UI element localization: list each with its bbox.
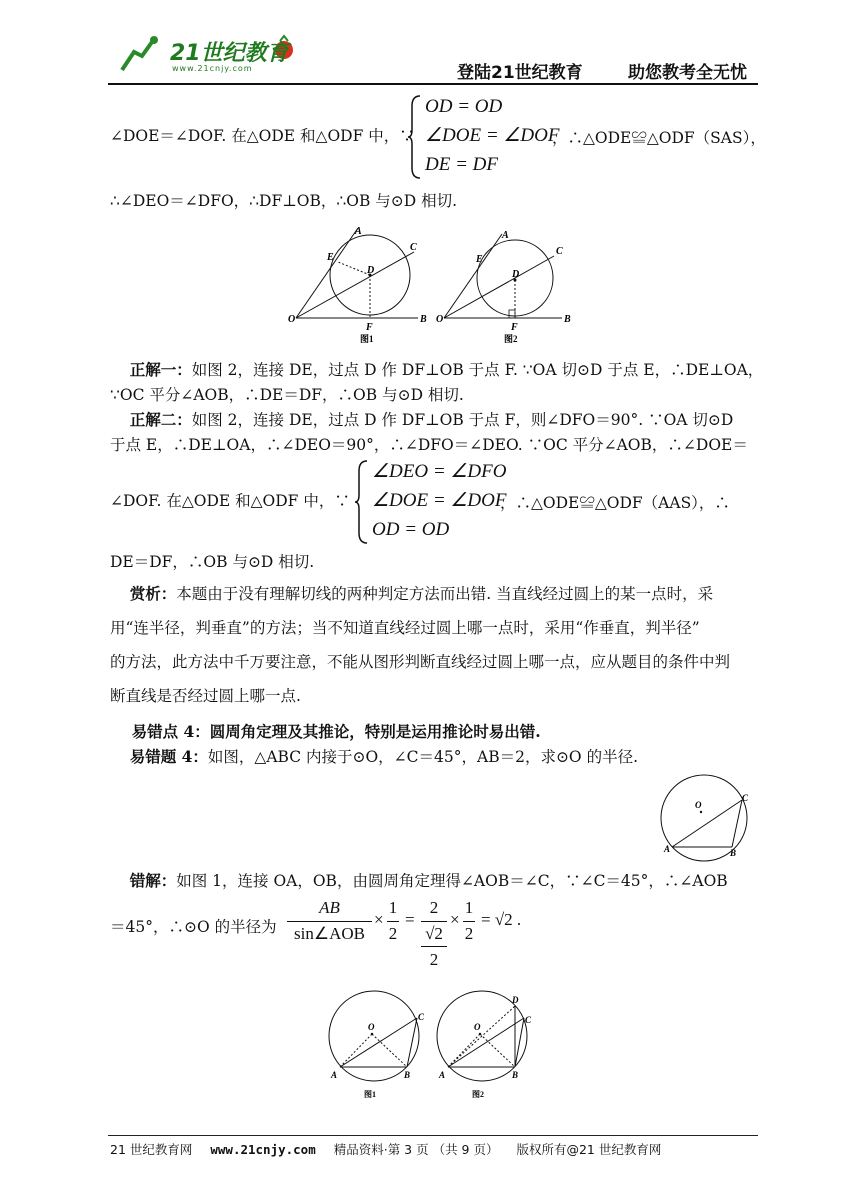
text-line: ∵OC 平分∠AOB，∴DE＝DF，∴OB 与⊙D 相切. — [110, 386, 464, 404]
label-E: E — [476, 254, 483, 265]
footer-page: 精品资料·第 3 页 （共 9 页） — [333, 1142, 499, 1157]
text-l1-pre: ∠DOE＝∠DOF. 在△ODE 和△ODF 中，∵ — [110, 127, 415, 145]
equation-row: ∠DOE = ∠DOF — [425, 125, 560, 146]
label-C: C — [556, 246, 563, 257]
figure-tangent — [280, 222, 580, 346]
wrong-text: 如图 1，连接 OA，OB，由圆周角定理得∠AOB＝∠C，∵∠C＝45°，∴∠AOB — [176, 872, 728, 890]
half-numerator: 1 — [464, 898, 474, 917]
label-C: C — [418, 1012, 425, 1022]
text-line — [110, 871, 760, 891]
wrong-label: 错解： — [129, 871, 177, 890]
frac1-denominator: sin∠AOB — [294, 924, 365, 943]
label-D: D — [367, 265, 375, 276]
figure-1 — [329, 991, 425, 1099]
header-title: 登陆21世纪教育 — [457, 63, 583, 83]
solution-2-text: 如图 2，连接 DE，过点 D 作 DF⊥OB 于点 F，则∠DFO＝90°. ∵OA 切⊙D — [191, 411, 734, 429]
label-F: F — [366, 322, 373, 333]
equation-row: DE = DF — [425, 154, 498, 175]
figure-wrong-solution — [322, 990, 542, 1102]
frac2-numerator: 2 — [429, 898, 439, 917]
label-A: A — [664, 844, 671, 854]
label-O: O — [695, 800, 702, 810]
label-D: D — [512, 269, 520, 280]
figure-1 — [288, 226, 427, 344]
equation-row: ∠DOE = ∠DOF — [372, 490, 507, 511]
label-A: A — [502, 230, 509, 241]
label-B: B — [512, 1070, 519, 1080]
text-line — [110, 410, 760, 430]
solution-2-label: 正解二： — [129, 410, 192, 429]
label-D: D — [512, 995, 519, 1005]
equation-row: OD = OD — [425, 96, 503, 117]
equation-row: ∠DEO = ∠DFO — [372, 461, 507, 482]
solution-1-label: 正解一： — [129, 360, 192, 379]
figure-question — [652, 772, 762, 868]
figure-1-caption: 图1 — [360, 334, 374, 344]
footer-rule — [108, 1135, 758, 1136]
label-O: O — [368, 1022, 375, 1032]
text-line: 用“连半径，判垂直”的方法；当不知道直线经过圆上哪一点时，采用“作垂直，判半径” — [110, 619, 700, 637]
label-A: A — [439, 1070, 446, 1080]
text-line: ＝45°，∴⊙O 的半径为 — [110, 918, 277, 936]
label-C: C — [742, 793, 749, 803]
logo-text: 21世纪教育 — [170, 41, 289, 66]
text-sol2-post: ，∴△ODE≌△ODF（AAS），∴ — [500, 494, 730, 512]
half-numerator: 1 — [388, 898, 398, 917]
logo-url: www.21cnjy.com — [172, 64, 253, 73]
text-line: 于点 E，∴DE⊥OA，∴∠DEO＝90°，∴∠DFO＝∠DEO. ∵OC 平分∠AOB，∴∠DOE＝ — [110, 436, 748, 454]
label-C: C — [410, 242, 417, 253]
label-B: B — [420, 314, 427, 325]
figure-2-caption: 图2 — [504, 334, 518, 344]
label-B: B — [730, 848, 737, 858]
text-line — [110, 584, 760, 604]
header-slogan: 助您教考全无忧 — [628, 63, 747, 83]
times-sign: × — [450, 910, 460, 929]
half-denominator: 2 — [464, 924, 474, 943]
text-line — [110, 747, 760, 767]
figure-2 — [437, 991, 532, 1099]
footer-copyright: 版权所有@21 世纪教育网 — [516, 1142, 662, 1157]
formula-result: = √2 . — [481, 910, 522, 929]
text-l1-post: ，∴△ODE≌△ODF（SAS）， — [552, 129, 766, 147]
text-line — [110, 722, 760, 742]
text-line: DE＝DF，∴OB 与⊙D 相切. — [110, 553, 315, 571]
footer-site: 21 世纪教育网 — [110, 1142, 193, 1157]
label-F: F — [511, 322, 518, 333]
label-B: B — [564, 314, 571, 325]
equation-system — [425, 92, 559, 179]
label-C: C — [525, 1015, 532, 1025]
solution-1-text: 如图 2，连接 DE，过点 D 作 DF⊥OB 于点 F. ∵OA 切⊙D 于点 E，∴DE⊥OA， — [191, 361, 764, 379]
figure-1-caption: 图1 — [364, 1090, 376, 1099]
label-B: B — [404, 1070, 411, 1080]
text-line: 断直线是否经过圆上哪一点. — [110, 687, 301, 705]
question-4-text: 如图，△ABC 内接于⊙O，∠C＝45°，AB＝2，求⊙O 的半径. — [207, 748, 638, 766]
text-line: 的方法，此方法中千万要注意，不能从图形判断直线经过圆上哪一点，应从题目的条件中判 — [110, 653, 731, 671]
frac1-numerator: AB — [319, 898, 340, 917]
label-O: O — [436, 314, 444, 325]
text-line: ∠DOF. 在△ODE 和△ODF 中，∵ — [110, 492, 350, 510]
left-brace-icon — [355, 459, 369, 545]
label-O: O — [474, 1022, 481, 1032]
analysis-label: 赏析： — [129, 584, 177, 603]
equals-sign: = — [405, 910, 415, 929]
left-brace-icon — [408, 94, 422, 180]
site-logo[interactable] — [112, 34, 302, 78]
question-4-label: 易错题 4： — [129, 747, 208, 766]
label-A: A — [331, 1070, 338, 1080]
analysis-text: 本题由于没有理解切线的两种判定方法而出错. 当直线经过圆上的某一点时，采 — [176, 585, 714, 603]
frac2-denominator-den: 2 — [429, 950, 439, 969]
label-A: A — [355, 226, 362, 237]
point-4-heading: 易错点 4：圆周角定理及其推论，特别是运用推论时易出错. — [131, 722, 541, 741]
text-line — [110, 360, 764, 380]
footer-url[interactable]: www.21cnjy.com — [210, 1142, 316, 1157]
footer — [110, 1140, 675, 1158]
figure-2-caption: 图2 — [472, 1090, 484, 1099]
frac2-denominator-num: √2 — [425, 924, 443, 943]
half-denominator: 2 — [388, 924, 398, 943]
equation-system — [372, 457, 506, 544]
label-O: O — [288, 314, 296, 325]
figure-2 — [436, 230, 571, 344]
text-line: ∴∠DEO＝∠DFO，∴DF⊥OB，∴OB 与⊙D 相切. — [110, 192, 458, 210]
label-E: E — [327, 252, 334, 263]
equation-row: OD = OD — [372, 519, 450, 540]
header-rule — [108, 83, 758, 85]
times-sign: × — [374, 910, 384, 929]
